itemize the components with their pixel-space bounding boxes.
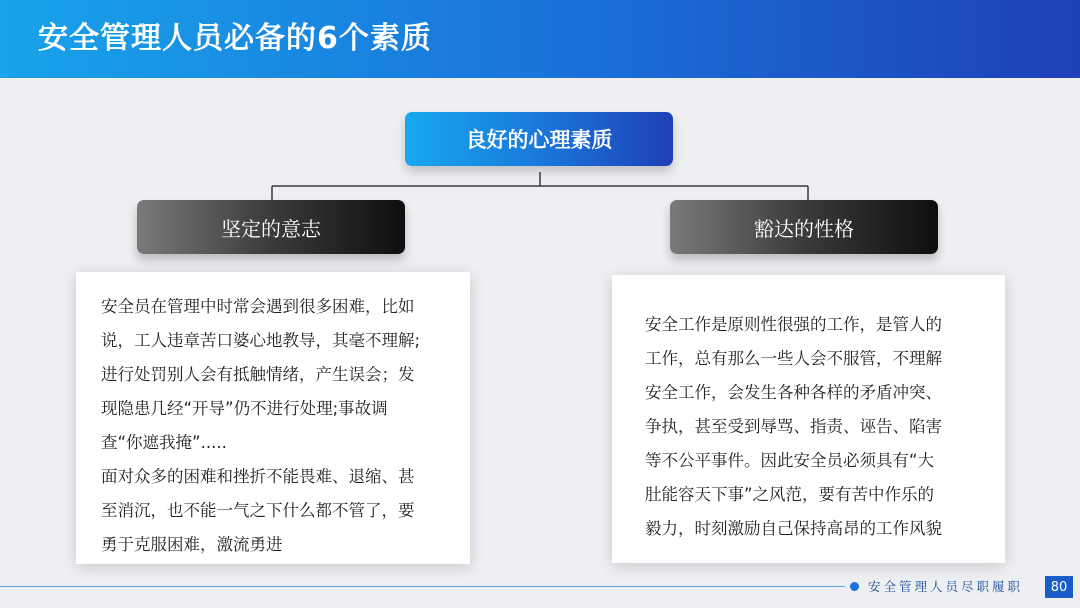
card-line: 说，工人违章苦口婆心地教导，其毫不理解;	[101, 331, 421, 350]
card-line: 工作，总有那么一些人会不服管，不理解	[645, 349, 942, 368]
card-line: 安全工作是原则性很强的工作，是管人的	[645, 315, 942, 334]
card-line: 现隐患几经“开导”仍不进行处理;事故调	[101, 399, 388, 418]
card-line: 安全员在管理中时常会遇到很多困难，比如	[101, 297, 415, 316]
branch-label: 豁达的性格	[754, 216, 854, 241]
footer-label: 安全管理人员尽职履职	[868, 579, 1024, 594]
card-line: 毅力，时刻激励自己保持高昂的工作风貌	[645, 519, 942, 538]
page-number: 80	[1045, 576, 1073, 598]
card-line: 至消沉，也不能一气之下什么都不管了，要	[101, 501, 415, 520]
card-line: 面对众多的困难和挫折不能畏难、退缩、甚	[101, 467, 415, 486]
card-line: 勇于克服困难，激流勇进	[101, 535, 283, 554]
footer-divider	[0, 586, 845, 587]
footer-bullet-dot	[850, 582, 859, 591]
description-card-left	[76, 272, 470, 564]
root-node-label: 良好的心理素质	[465, 128, 613, 152]
card-line: 肚能容天下事”之风范，要有苦中作乐的	[645, 485, 935, 504]
card-line: 进行处罚别人会有抵触情绪，产生误会；发	[101, 365, 415, 384]
card-line: 安全工作，会发生各种各样的矛盾冲突、	[645, 383, 942, 402]
slide-title: 安全管理人员必备的6个素质	[38, 21, 432, 56]
card-line: 等不公平事件。因此安全员必须具有“大	[645, 451, 935, 470]
branch-label: 坚定的意志	[221, 216, 321, 241]
branch-node-determination	[137, 200, 405, 254]
card-line: 查“你遮我掩”.....	[101, 433, 227, 452]
description-card-right	[612, 275, 1005, 563]
card-line: 争执，甚至受到辱骂、指责、诬告、陷害	[645, 417, 942, 436]
branch-node-open-minded	[670, 200, 938, 254]
